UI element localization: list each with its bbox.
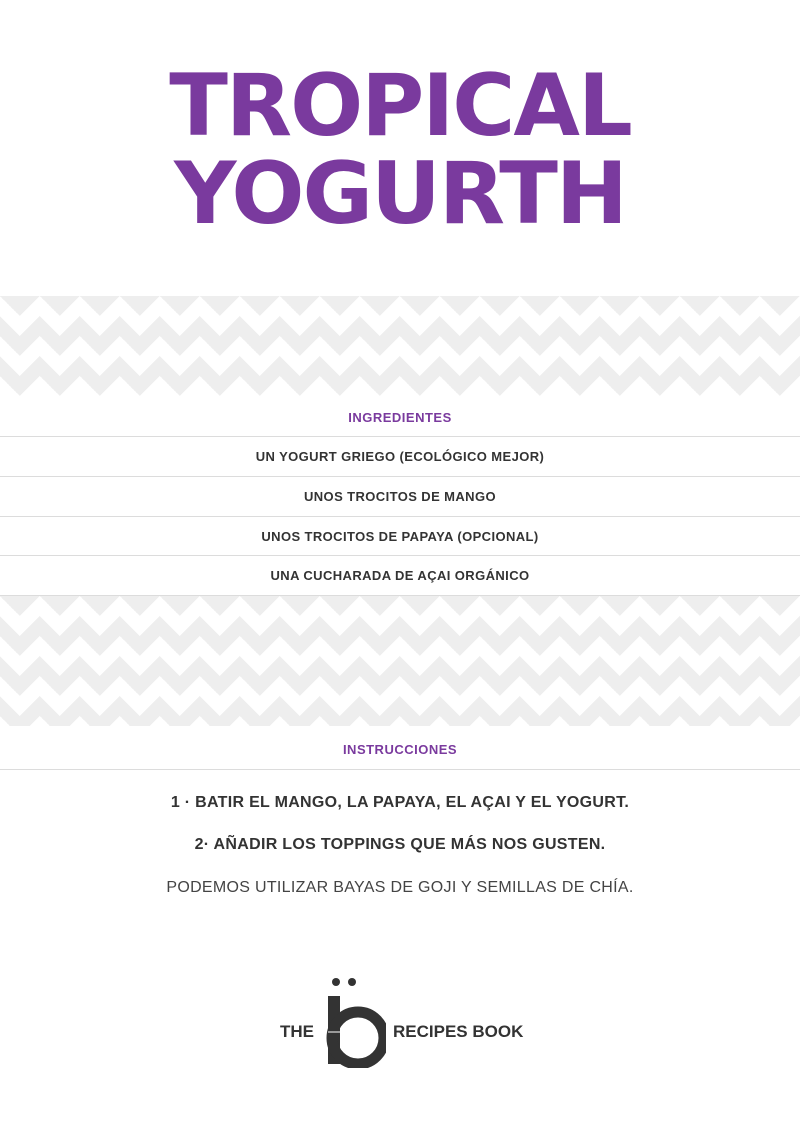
divider bbox=[0, 769, 800, 770]
ingredient-item: UNOS TROCITOS DE MANGO bbox=[303, 489, 496, 504]
ingredient-item: UN YOGURT GRIEGO (ECOLÓGICO MEJOR) bbox=[255, 449, 545, 464]
instruction-step: 1 · BATIR EL MANGO, LA PAPAYA, EL AÇAI Y EL YOGURT. bbox=[170, 794, 630, 811]
ingredient-item: UNA CUCHARADA DE AÇAI ORGÁNICO bbox=[270, 568, 530, 583]
ingredient-item: UNOS TROCITOS DE PAPAYA (OPCIONAL) bbox=[261, 529, 539, 544]
instructions-heading: INSTRUCCIONES bbox=[342, 742, 458, 757]
logo-text-the: THE bbox=[280, 1022, 314, 1041]
chevron-band-top bbox=[0, 296, 800, 396]
ingredients-heading: INGREDIENTES bbox=[348, 410, 452, 425]
title-line-2: YOGURTH bbox=[174, 144, 626, 244]
footer-logo bbox=[0, 974, 800, 1074]
chevron-band-middle bbox=[0, 596, 800, 726]
instruction-note: PODEMOS UTILIZAR BAYAS DE GOJI Y SEMILLAS DE CHÍA. bbox=[166, 879, 634, 896]
instruction-step: 2· AÑADIR LOS TOPPINGS QUE MÁS NOS GUSTEN. bbox=[194, 836, 606, 853]
logo-text-recipes-book: RECIPES BOOK bbox=[393, 1022, 524, 1041]
title-line-1: TROPICAL bbox=[169, 56, 631, 156]
b-umlaut-logo-icon bbox=[324, 976, 386, 1068]
recipe-title bbox=[0, 56, 800, 244]
